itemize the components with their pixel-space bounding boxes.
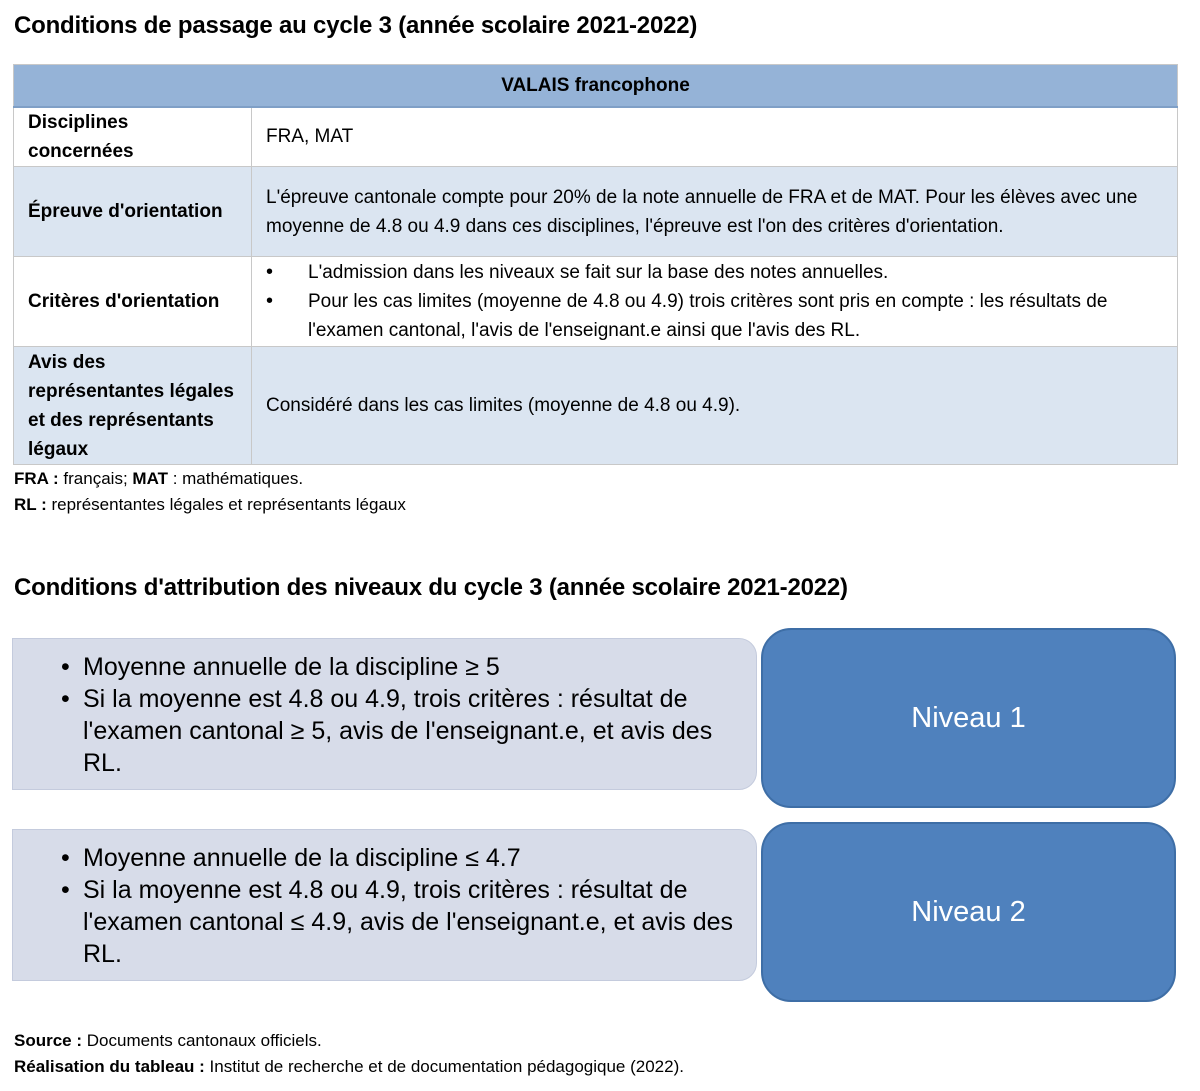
table-notes xyxy=(14,466,406,518)
row-label: Critères d'orientation xyxy=(14,257,252,347)
credit-label: Réalisation du tableau : xyxy=(14,1057,205,1076)
level-label: Niveau 2 xyxy=(911,895,1026,928)
level-label: Niveau 1 xyxy=(911,701,1026,734)
table-row xyxy=(14,107,1178,167)
criteria-box-level-2 xyxy=(12,829,757,981)
note-text: français; xyxy=(58,469,133,488)
table-row xyxy=(14,347,1178,465)
list-item: • Moyenne annuelle de la discipline ≤ 4.7 xyxy=(61,842,756,874)
table-header: VALAIS francophone xyxy=(14,65,1178,107)
credit-line xyxy=(14,1054,684,1080)
row-value: L'épreuve cantonale compte pour 20% de la note annuelle de FRA et de MAT. Pour les élèves avec une moyenne de 4.8 ou 4.9 dans ces disciplines, l'épreuve est l'on des critères d'orientation. xyxy=(252,167,1178,257)
footer xyxy=(14,1028,684,1080)
note-abbr: FRA : xyxy=(14,469,59,488)
row-label: Disciplines concernées xyxy=(14,107,252,167)
list-item: • Si la moyenne est 4.8 ou 4.9, trois critères : résultat de l'examen cantonal ≥ 5, avis de l'enseignant.e, et avis des RL. xyxy=(61,683,756,779)
section-title-attribution: Conditions d'attribution des niveaux du cycle 3 (année scolaire 2021-2022) xyxy=(14,574,848,601)
list-item: • Pour les cas limites (moyenne de 4.8 ou 4.9) trois critères sont pris en compte : les résultats de l'examen cantonal, l'avis de l'enseignant.e ainsi que l'avis des RL. xyxy=(266,287,1163,345)
row-label: Avis des représentantes légales et des représentants légaux xyxy=(14,347,252,465)
source-text: Documents cantonaux officiels. xyxy=(82,1031,322,1050)
list-item: • Moyenne annuelle de la discipline ≥ 5 xyxy=(61,651,756,683)
section-title-passage: Conditions de passage au cycle 3 (année scolaire 2021-2022) xyxy=(14,12,698,39)
row-label: Épreuve d'orientation xyxy=(14,167,252,257)
source-line xyxy=(14,1028,684,1054)
table-row xyxy=(14,257,1178,347)
row-value xyxy=(252,257,1178,347)
criteria-list xyxy=(61,651,756,779)
conditions-table xyxy=(13,64,1178,465)
list-item: • L'admission dans les niveaux se fait sur la base des notes annuelles. xyxy=(266,258,1163,287)
list-item: • Si la moyenne est 4.8 ou 4.9, trois critères : résultat de l'examen cantonal ≤ 4.9, avis de l'enseignant.e, et avis des RL. xyxy=(61,874,756,970)
level-box-2 xyxy=(761,822,1176,1002)
row-value: FRA, MAT xyxy=(252,107,1178,167)
source-label: Source : xyxy=(14,1031,83,1050)
note-line xyxy=(14,492,406,518)
table-row xyxy=(14,167,1178,257)
criteria-box-level-1 xyxy=(12,638,757,790)
note-text: : mathématiques. xyxy=(167,469,304,488)
criteria-list xyxy=(61,842,756,970)
row-value: Considéré dans les cas limites (moyenne de 4.8 ou 4.9). xyxy=(252,347,1178,465)
note-text: représentantes légales et représentants légaux xyxy=(46,495,406,514)
level-box-1 xyxy=(761,628,1176,808)
note-line xyxy=(14,466,406,492)
note-abbr: MAT xyxy=(132,469,168,488)
note-abbr: RL : xyxy=(14,495,47,514)
bullet-list xyxy=(266,258,1163,345)
credit-text: Institut de recherche et de documentation pédagogique (2022). xyxy=(204,1057,684,1076)
